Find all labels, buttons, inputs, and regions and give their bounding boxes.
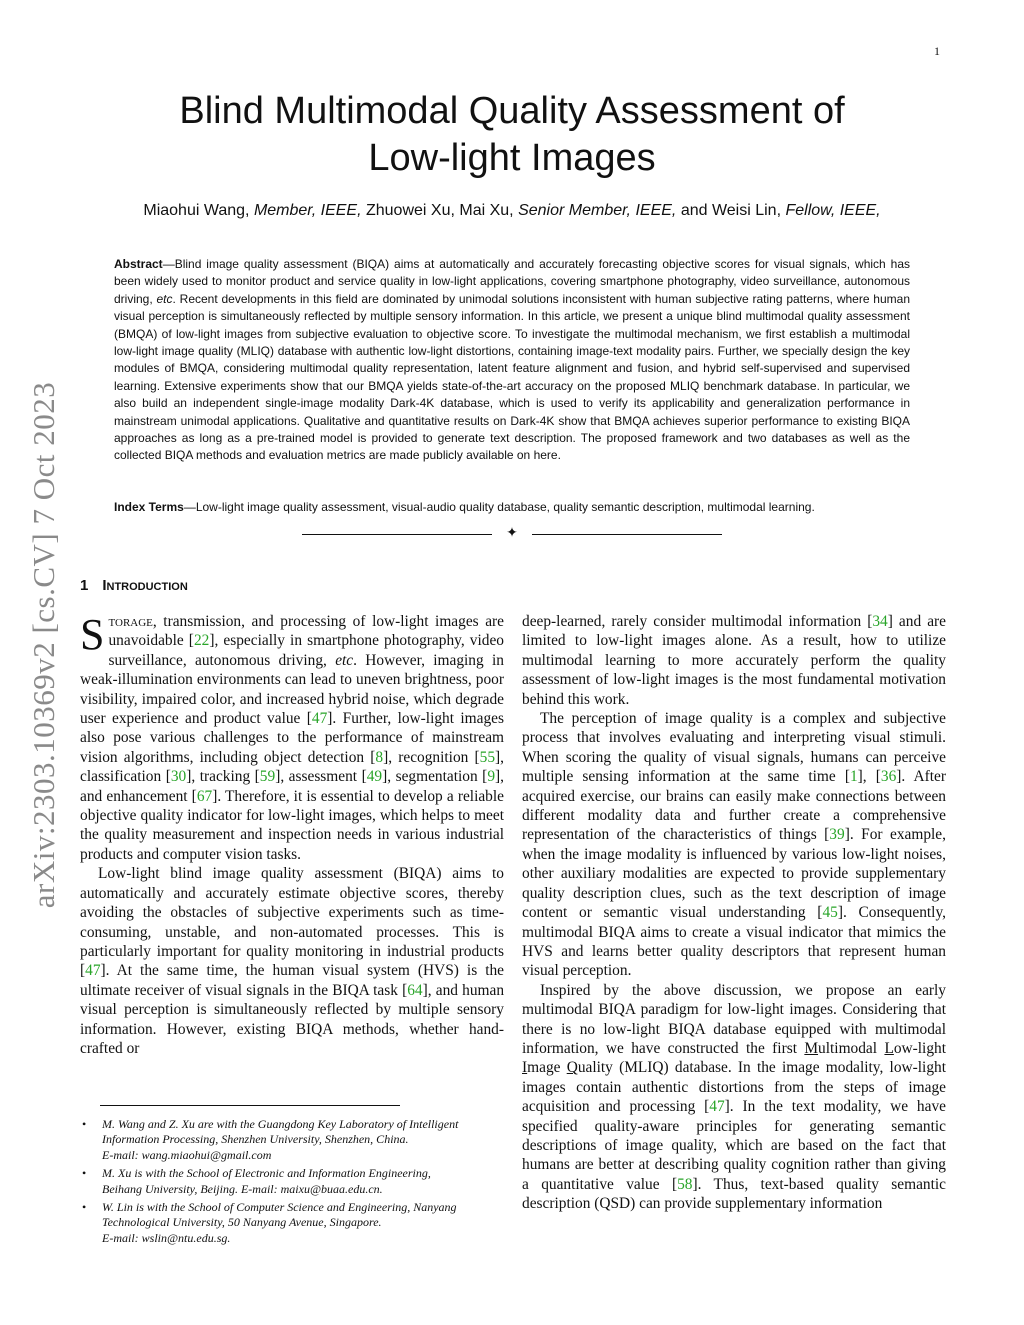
text-run: ], classification [ [80, 748, 504, 786]
text-run: ultimodal [818, 1039, 885, 1057]
text-run: . However, imaging in weak-illumination environments can lead to uneven brightness, poor visibility, impaired color, and increased hybrid noise, which degrade user experience and product value [ [80, 651, 504, 728]
author-1-role: Member, IEEE, [253, 202, 362, 219]
text-run: mage [527, 1059, 567, 1077]
text-run: ], segmentation [ [382, 768, 488, 786]
text-run: ]. In the text modality, we have specified quality-aware principles for generating semantic descriptions of image quality, which are based on the fact that humans are better at describing quality cognition rather than giving a quantitative value [ [522, 1098, 946, 1193]
intro-paragraph-1 [80, 612, 504, 864]
abstract-etc: etc [156, 291, 173, 306]
citation-link[interactable]: 59 [259, 768, 276, 786]
text-run: ]. Further, low-light images also pose various challenges to the performance of mainstream vision algorithms, including object detection [ [80, 710, 504, 766]
citation-link[interactable]: 36 [880, 768, 897, 786]
citation-link[interactable]: 9 [487, 768, 496, 786]
text-run: ]. After acquired exercise, our brains can easily make connections between different modality data and further create a comprehensive representation of the characteristics of things [ [522, 768, 946, 844]
author-2-3-names: Zhuowei Xu, Mai Xu, [365, 202, 514, 219]
separator-diamond-icon: ✦ [506, 526, 518, 541]
citation-link[interactable]: 1 [849, 768, 858, 786]
index-terms-text: —Low-light image quality assessment, visual-audio quality database, quality semantic description, multimodal learning. [183, 500, 815, 514]
separator-rule-left [302, 534, 492, 535]
intro-paragraph-2 [80, 864, 504, 1058]
text-run: ]. Consequently, multimodal BIQA aims to create a visual indicator that mimics the HVS and learns better quality descriptors that represent human visual perception. [522, 904, 946, 980]
text-run: ], recognition [ [383, 748, 480, 766]
citation-link[interactable]: 47 [85, 962, 101, 980]
citation-link[interactable]: 22 [193, 632, 210, 650]
index-terms [114, 499, 910, 516]
text-run: The perception of image quality is a complex and subjective process that involves evaluating and interpreting visual stimuli. When scoring the quality of visual signals, humans can perceive multiple sensing information at the same time [ [522, 710, 946, 786]
text-run: ] and are limited to low-light images alone. As a result, how to utilize multimodal learning to more accurately perform the quality assessment of low-light images is the most fundamental motivation behind this work. [522, 613, 946, 708]
footnote-line: • W. Lin is with the School of Computer Science and Engineering, Nanyang [102, 1200, 457, 1215]
author-1-name: Miaohui Wang, [143, 202, 250, 219]
text-run: ], especially in smartphone photography, video surveillance, autonomous driving, [108, 632, 504, 669]
intro-paragraph-5 [522, 981, 946, 1214]
abstract-text-a: —Blind image quality assessment (BIQA) aims at automatically and accurately forecasting objective scores for visual signals, which has been widely used to monitor product and service quality in low-light applications, covering smartphone photography, video surveillance, autonomous driving, [114, 257, 910, 306]
text-run: deep-learned, rarely consider multimodal information [ [522, 613, 873, 630]
abstract-text-b: . Recent developments in this field are dominated by unimodal solutions inconsistent with human subjective rating patterns, where human visual perception is simultaneously reflected by multiple sensory information. In this article, we present a unique blind multimodal quality assessment (BMQA) of low-light images from subjective evaluation to objective score. To investigate the multimodal mechanism, we first establish a multimodal low-light image quality (MLIQ) database with authentic low-light distortions, containing image-text modality pairs. Further, we specially design the key modules of BMQA, considering multimodal quality representation, latent feature alignment and fusion, and hybrid self-supervised and supervised learning. Extensive experiments show that our BMQA yields state-of-the-art accuracy on the proposed MLIQ benchmark database. In particular, we also build an independent single-image modality Dark-4K database, which is used to verify its applicability and generalization performance in mainstream unimodal applications. Qualitative and quantitative results on Dark-4K show that BMQA achieves superior performance to existing BIQA approaches as long as a pre-trained model is provided to generate text description. The proposed framework and two databases as well as the collected BIQA methods and evaluation metrics are made publicly available on here. [114, 291, 910, 463]
index-terms-label: Index Terms [114, 500, 184, 514]
abstract-label: Abstract [114, 257, 163, 271]
footnote-list [80, 1117, 504, 1249]
citation-link[interactable]: 47 [709, 1098, 725, 1116]
footnote-item [80, 1166, 504, 1197]
drop-cap: S [80, 610, 105, 659]
text-run: Low-light blind image quality assessment (BIQA) aims to automatically and accurately estimate objective scores, thereby avoiding the obstacles of subjective experiments such as time-consuming, unstable, and non-automated processes. This is particularly important for quality monitoring in industrial products [ [80, 865, 504, 980]
text-run: I [522, 1059, 528, 1077]
text-run: ]. Thus, text-based quality semantic description (QSD) can provide supplementary information [522, 1175, 946, 1213]
text-run: ]. For example, when the image modality is influenced by various low-light noises, other auxiliary modalities are expected to provide supplementary quality description clues, such as the text description of image content or semantic visual understanding [ [522, 826, 946, 922]
right-column [522, 612, 946, 1214]
footnote-line: E-mail: wang.miaohui@gmail.com [102, 1147, 272, 1162]
section-title: Introduction [102, 577, 188, 594]
footnote-line: • M. Wang and Z. Xu are with the Guangdong Key Laboratory of Intelligent [102, 1117, 459, 1131]
text-run: uality (MLIQ) database. In the image modality, low-light images contain authentic distortions from the steps of image acquisition and processing [ [522, 1059, 946, 1116]
text-run: ], assessment [ [275, 768, 367, 786]
abstract [114, 256, 910, 465]
citation-link[interactable]: 30 [170, 768, 187, 786]
text-run: ], [ [857, 768, 881, 786]
text-run: etc [335, 651, 354, 669]
text-run: L [884, 1039, 894, 1057]
section-number: 1 [80, 577, 89, 594]
left-column [80, 612, 504, 1058]
text-run: Inspired by the above discussion, we propose an early multimodal BIQA paradigm for low-light images. Considering that there is no low-light BIQA database equipped with multimodal information, we have constructed the first [522, 981, 946, 1057]
footnote-line: • M. Xu is with the School of Electronic and Information Engineering, [102, 1166, 431, 1181]
text-run: ], and enhancement [ [80, 768, 504, 805]
title-line-1: Blind Multimodal Quality Assessment of [179, 90, 845, 132]
text-run: ]. At the same time, the human visual system (HVS) is the ultimate receiver of visual signals in the BIQA task [ [80, 962, 504, 999]
footnote-line: E-mail: wslin@ntu.edu.sg. [102, 1230, 231, 1245]
footnote-item [80, 1117, 504, 1163]
citation-link[interactable]: 45 [822, 904, 838, 922]
author-4-name: and Weisi Lin, [680, 202, 782, 219]
text-run: ow-light [893, 1039, 946, 1057]
section-heading [80, 577, 188, 594]
author-list [60, 202, 964, 220]
drop-cap-continuation: torage [108, 613, 153, 630]
text-run: ], tracking [ [186, 768, 260, 786]
citation-link[interactable]: 64 [407, 981, 423, 999]
text-run: ]. Therefore, it is essential to develop a reliable objective quality indicator for low-light images, which helps to meet the quality measurement and inspection needs in various industrial products and computer vision tasks. [80, 787, 504, 863]
text-run: M [804, 1039, 819, 1057]
footnote-line: Technological University, 50 Nanyang Avenue, Singapore. [102, 1215, 382, 1230]
paper-title [100, 88, 924, 182]
citation-link[interactable]: 58 [677, 1175, 693, 1193]
citation-link[interactable]: 39 [829, 826, 845, 844]
footnote-line: Beihang University, Beijing. E-mail: maixu@buaa.edu.cn. [102, 1181, 383, 1196]
arxiv-identifier: arXiv:2303.10369v2 [cs.CV] 7 Oct 2023 [26, 381, 61, 909]
citation-link[interactable]: 34 [872, 613, 888, 630]
citation-link[interactable]: 47 [311, 710, 328, 728]
text-run: Q [566, 1059, 578, 1077]
citation-link[interactable]: 49 [366, 768, 383, 786]
separator-rule-right [532, 534, 722, 535]
intro-paragraph-3 [522, 612, 946, 709]
page-number: 1 [934, 44, 940, 58]
text-run: , transmission, and processing of low-light images are unavoidable [ [108, 613, 504, 650]
citation-link[interactable]: 55 [479, 748, 496, 766]
title-line-2: Low-light Images [368, 137, 656, 179]
footnote-item [80, 1200, 504, 1246]
author-4-role: Fellow, IEEE, [785, 202, 881, 219]
citation-link[interactable]: 67 [196, 787, 213, 805]
author-3-role: Senior Member, IEEE, [518, 202, 677, 219]
footnote-line: Information Processing, Shenzhen University, Shenzhen, China. [102, 1132, 409, 1147]
citation-link[interactable]: 8 [375, 748, 384, 766]
text-run: ], and human visual perception is simultaneously reflected by multiple sensory information. However, existing BIQA methods, whether hand-crafted or [80, 981, 505, 1057]
footnote-rule [100, 1105, 400, 1106]
intro-paragraph-4 [522, 709, 946, 981]
